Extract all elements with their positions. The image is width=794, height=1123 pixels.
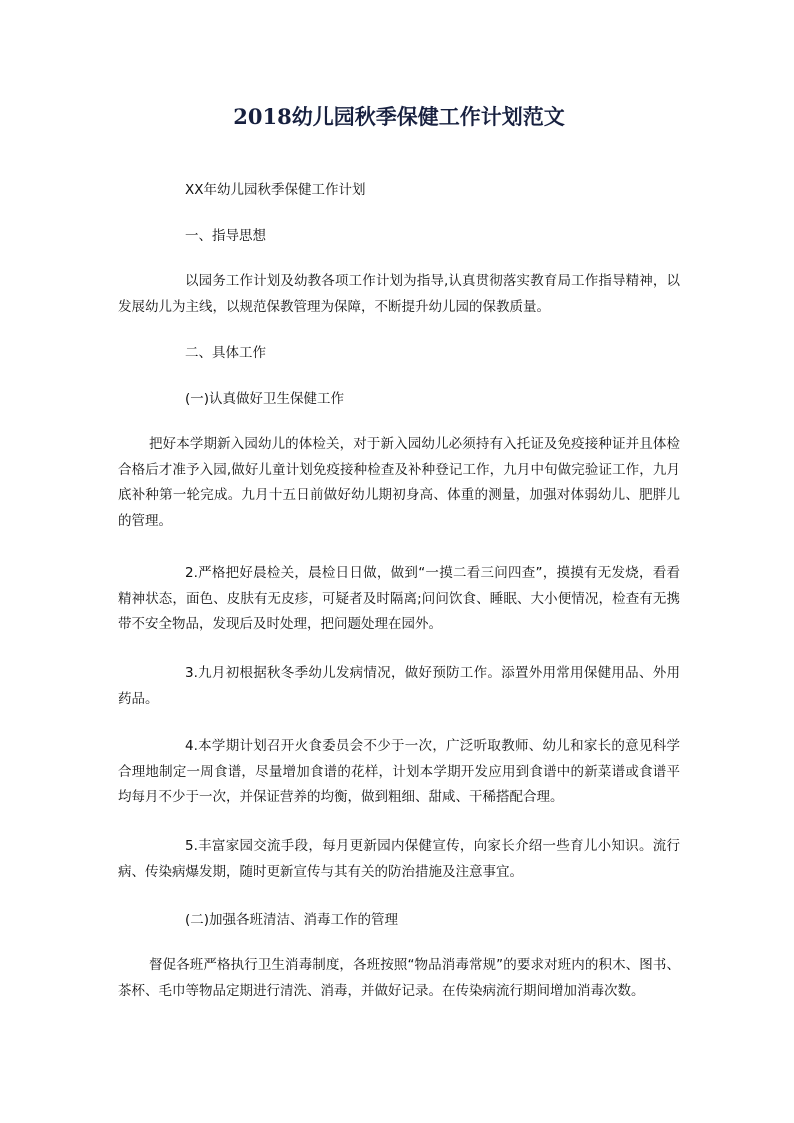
- subsection-heading-cleaning: (二)加强各班清洁、消毒工作的管理: [185, 912, 399, 928]
- subsection-heading-health-care: (一)认真做好卫生保健工作: [185, 391, 345, 407]
- paragraph-item-2: 2.严格把好晨检关，晨检日日做，做到“一摸二看三问四查”，摸摸有无发烧，看看精神状态，面色、皮肤有无皮疹，可疑者及时隔离;问问饮食、睡眠、大小便情况，检查有无携带不安全物品，发现后及时处理，把问题处理在园外。: [118, 565, 680, 632]
- paragraph-item-3: 3.九月初根据秋冬季幼儿发病情况，做好预防工作。添置外用常用保健用品、外用药品。: [118, 665, 680, 707]
- paragraph-guiding-ideology: 以园务工作计划及幼教各项工作计划为指导,认真贯彻落实教育局工作指导精神，以发展幼儿为主线，以规范保教管理为保障，不断提升幼儿园的保教质量。: [118, 273, 680, 315]
- paragraph-item-4: 4.本学期计划召开火食委员会不少于一次，广泛听取教师、幼儿和家长的意见科学合理地制定一周食谱，尽量增加食谱的花样，计划本学期开发应用到食谱中的新菜谱或食谱平均每月不少于一次，并保证营养的均衡，做到粗细、甜咸、干稀搭配合理。: [118, 738, 680, 805]
- paragraph-item-6: 督促各班严格执行卫生消毒制度，各班按照“物品消毒常规”的要求对班内的积木、图书、茶杯、毛巾等物品定期进行清洗、消毒，并做好记录。在传染病流行期间增加消毒次数。: [118, 957, 680, 999]
- document-title: 2018幼儿园秋季保健工作计划范文: [233, 104, 565, 129]
- paragraph-item-1: 把好本学期新入园幼儿的体检关，对于新入园幼儿必须持有入托证及免疫接种证并且体检合格后才准予入园,做好儿童计划免疫接种检查及补种登记工作，九月中旬做完验证工作，九月底补种第一轮完成。九月十五日前做好幼儿期初身高、体重的测量，加强对体弱幼儿、肥胖儿的管理。: [118, 436, 680, 529]
- section-heading-specific-work: 二、具体工作: [185, 345, 266, 361]
- paragraph-item-5: 5.丰富家园交流手段，每月更新园内保健宣传，向家长介绍一些育儿小知识。流行病、传染病爆发期，随时更新宣传与其有关的防治措施及注意事宜。: [118, 838, 680, 880]
- section-heading-guiding-ideology: 一、指导思想: [185, 228, 266, 244]
- document-subtitle: XX年幼儿园秋季保健工作计划: [185, 182, 366, 198]
